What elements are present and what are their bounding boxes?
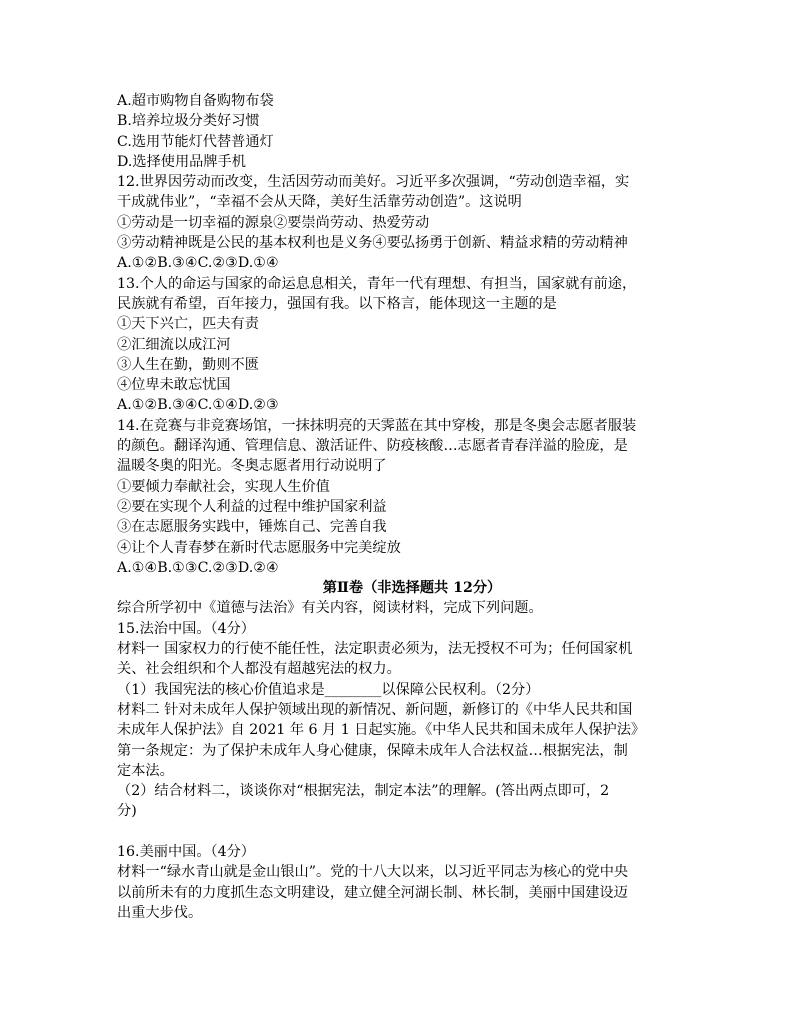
q16-material1-line-3: 出重大步伐。 [117,904,203,921]
q14-statement-1: ①要倾力奉献社会，实现人生价值 [117,478,330,495]
q15-material2-line-2: 未成年人保护法》自 2021 年 6 月 1 日起实施。《中华人民共和国未成年人保护法》 [117,722,646,739]
q13-stem-line-2: 民族就有希望，百年接力，强国有我。以下格言，能体现这一主题的是 [117,295,557,312]
q11-option-d: D.选择使用品牌手机 [117,153,246,170]
q15-material1-line-1: 材料一 国家权力的行使不能任性，法定职责必须为，法无授权不可为；任何国家机 [117,641,633,658]
q15-sub-question-2-line-1: （2）结合材料二，谈谈你对“根据宪法，制定本法”的理解。(答出两点即可，2 [117,783,610,800]
q14-statement-3: ③在志愿服务实践中，锤炼自己、完善自我 [117,519,387,536]
q14-stem-line-3: 温暖冬奥的阳光。冬奥志愿者用行动说明了 [117,458,387,475]
blank-line [117,822,707,842]
q11-option-c: C.选用节能灯代替普通灯 [117,133,274,150]
q16-material1-line-1: 材料一“绿水青山就是金山银山”。党的十八大以来，以习近平同志为核心的党中央 [117,864,629,881]
q15-title: 15.法治中国。（4分） [117,620,255,637]
q13-statement-4: ④位卑未敢忘忧国 [117,377,231,394]
q15-material1-line-2: 关、社会组织和个人都没有超越宪法的权力。 [117,661,401,678]
q11-option-b: B.培养垃圾分类好习惯 [117,113,260,130]
q13-statement-3: ③人生在勤，勤则不匮 [117,356,259,373]
q14-options: A.①④B.①③C.②③D.②④ [117,559,279,576]
q13-statement-2: ②汇细流以成江河 [117,336,231,353]
q11-option-a: A.超市购物自备购物布袋 [117,93,274,109]
q14-statement-2: ②要在实现个人利益的过程中维护国家利益 [117,498,387,515]
q15-material2-line-4: 定本法。 [117,762,174,779]
q15-material2-line-1: 材料二 针对未成年人保护领域出现的新情况、新问题，新修订的《中华人民共和国 [117,701,633,718]
q14-stem-line-1: 14.在竞赛与非竞赛场馆，一抹抹明亮的天霁蓝在其中穿梭，那是冬奥会志愿者服装 [117,417,637,434]
q13-options: A.①②B.③④C.①④D.②③ [117,397,279,414]
q15-material2-line-3: 第一条规定：为了保护未成年人身心健康，保障未成年人合法权益…根据宪法，制 [117,742,628,759]
q15-sub-question-1: （1）我国宪法的核心价值追求是________以保障公民权利。（2分） [117,681,540,698]
q12-statements-line-1: ①劳动是一切幸福的源泉②要崇尚劳动、热爱劳动 [117,214,430,231]
q13-stem-line-1: 13.个人的命运与国家的命运息息相关，青年一代有理想、有担当，国家就有前途， [117,275,637,292]
q15-sub-question-2-line-2: 分) [117,803,137,820]
q16-material1-line-2: 以前所未有的力度抓生态文明建设，建立健全河湖长制、林长制，美丽中国建设迈 [117,884,628,901]
q12-stem-line-1: 12.世界因劳动而改变，生活因劳动而美好。习近平多次强调，“劳动创造幸福，实 [117,174,630,191]
q14-stem-line-2: 的颜色。翻译沟通、管理信息、激活证件、防疫核酸…志愿者青春洋溢的脸庞，是 [117,438,628,455]
section-2-intro: 综合所学初中《道德与法治》有关内容，阅读材料，完成下列问题。 [117,600,543,617]
q16-title: 16.美丽中国。（4分） [117,843,255,860]
q12-options: A.①②B.③④C.②③D.①④ [117,255,279,272]
q12-stem-line-2: 干成就伟业”，“幸福不会从天降，美好生活靠劳动创造”。这说明 [117,194,522,211]
section-2-title: 第Ⅱ卷（非选择题共 12分） [322,580,502,597]
document-body [117,91,707,923]
q14-statement-4: ④让个人青春梦在新时代志愿服务中完美绽放 [117,539,401,556]
q12-statements-line-2: ③劳动精神既是公民的基本权利也是义务④要弘扬勇于创新、精益求精的劳动精神 [117,235,628,252]
q13-statement-1: ①天下兴亡，匹夫有责 [117,316,259,333]
